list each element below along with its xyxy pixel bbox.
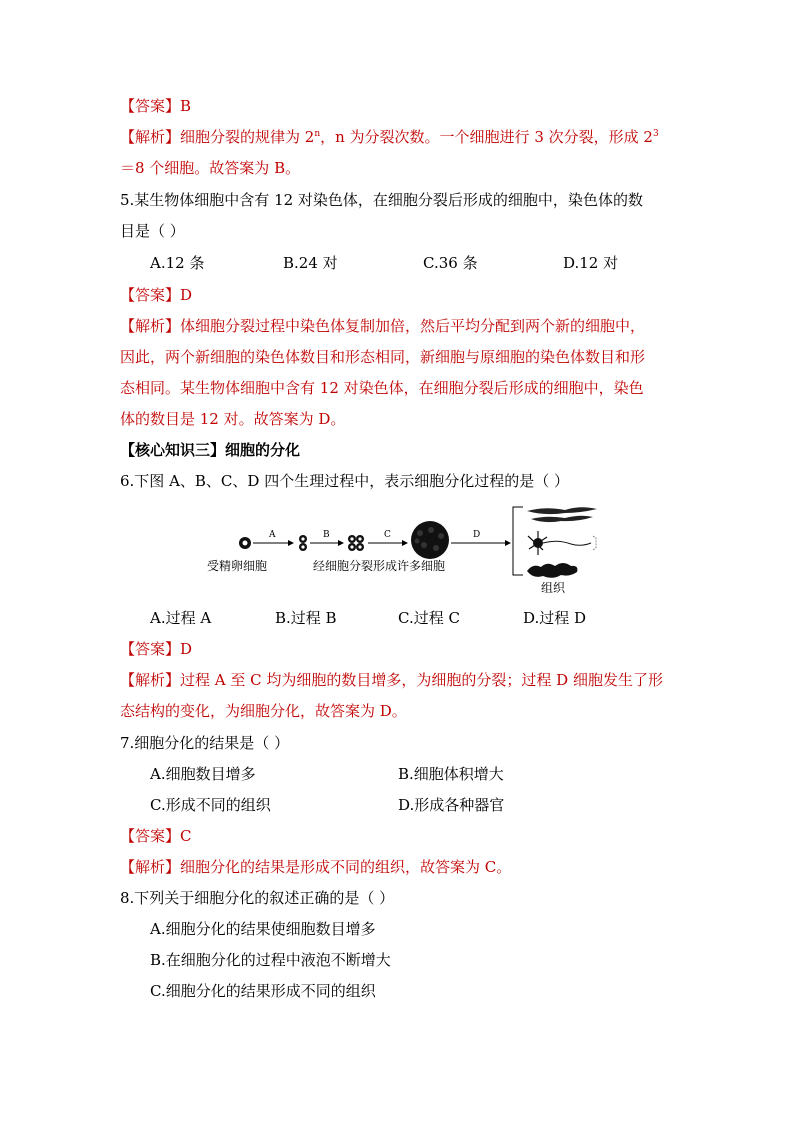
- analysis-text: 细胞分化的结果是形成不同的组织，故答案为 C。: [180, 858, 512, 876]
- answer-tag: 【答案】: [120, 827, 181, 845]
- q5-option-d: D.12 对: [563, 254, 619, 272]
- q6-stem: 6.下图 A、B、C、D 四个生理过程中，表示细胞分化过程的是（ ）: [120, 472, 569, 490]
- q5-stem-line2: 目是（ ）: [120, 222, 185, 240]
- step-label-b: B: [323, 530, 330, 540]
- q8-option-b: B.在细胞分化的过程中液泡不断增大: [150, 951, 391, 969]
- analysis-text: 细胞分裂的规律为 2$^n$，n 为分裂次数。一个细胞进行 3 次分裂，形成 $2^3$: [180, 128, 659, 146]
- answer-tag: 【答案】: [120, 97, 181, 115]
- q5-analysis-line1: [120, 316, 645, 336]
- q6-option-d: D.过程 D: [523, 609, 587, 627]
- nerve-cell: [528, 531, 596, 555]
- q6-answer: [120, 639, 192, 659]
- analysis-text: 体细胞分裂过程中染色体复制加倍，然后平均分配到两个新的细胞中，: [180, 317, 646, 335]
- q7-option-d: D.形成各种器官: [398, 796, 505, 814]
- q5-option-b: B.24 对: [283, 254, 338, 272]
- q8-option-c: C.细胞分化的结果形成不同的组织: [150, 982, 376, 1000]
- q5-answer: [120, 285, 192, 305]
- analysis-tag: 【解析】: [120, 317, 181, 335]
- q4-analysis-line1: [120, 127, 659, 147]
- q4-analysis-line2: ＝8 个细胞。故答案为 B。: [120, 159, 301, 177]
- answer-value: B: [180, 97, 192, 115]
- q6-analysis-line2: 态结构的变化，为细胞分化，故答案为 D。: [120, 702, 407, 720]
- q6-option-b: B.过程 B: [275, 609, 337, 627]
- two-cells: [299, 535, 307, 551]
- q7-answer: [120, 826, 192, 846]
- step-label-c: C: [384, 530, 391, 540]
- q5-option-c: C.36 条: [423, 254, 478, 272]
- muscle-tissue: [527, 507, 597, 522]
- q8-stem: 8.下列关于细胞分化的叙述正确的是（ ）: [120, 889, 395, 907]
- q7-option-c: C.形成不同的组织: [150, 796, 271, 814]
- q7-analysis: [120, 857, 511, 877]
- q7-option-a: A.细胞数目增多: [150, 765, 256, 783]
- section-title: 细胞的分化: [225, 441, 301, 459]
- answer-tag: 【答案】: [120, 286, 181, 304]
- answer-tag: 【答案】: [120, 640, 181, 658]
- label-fertilized-egg: 受精卵细胞: [207, 559, 268, 573]
- q5-analysis-line2: 因此，两个新细胞的染色体数目和形态相同，新细胞与原细胞的染色体数目和形: [120, 348, 646, 366]
- cell-differentiation-diagram: [205, 503, 605, 597]
- answer-value: D: [180, 286, 193, 304]
- four-cells: [348, 535, 364, 551]
- q6-option-a: A.过程 A: [150, 609, 212, 627]
- answer-value: C: [180, 827, 192, 845]
- q6-analysis-line1: [120, 670, 663, 690]
- q7-option-b: B.细胞体积增大: [398, 765, 504, 783]
- analysis-tag: 【解析】: [120, 128, 181, 146]
- connective-tissue: [527, 563, 577, 578]
- label-tissue: 组织: [541, 581, 566, 595]
- analysis-tag: 【解析】: [120, 671, 181, 689]
- answer-value: D: [180, 640, 193, 658]
- section-tag: 【核心知识三】: [120, 441, 226, 459]
- q8-option-a: A.细胞分化的结果使细胞数目增多: [150, 920, 376, 938]
- q5-option-a: A.12 条: [150, 254, 205, 272]
- step-label-d: D: [473, 530, 481, 540]
- q5-analysis-line3: 态相同。某生物体细胞中含有 12 对染色体，在细胞分裂后形成的细胞中，染色: [120, 379, 644, 397]
- tissue-bracket: [513, 507, 523, 575]
- cell-cluster: [411, 521, 449, 559]
- analysis-tag: 【解析】: [120, 858, 181, 876]
- q7-stem: 7.细胞分化的结果是（ ）: [120, 734, 290, 752]
- q6-option-c: C.过程 C: [398, 609, 460, 627]
- analysis-text: 过程 A 至 C 均为细胞的数目增多，为细胞的分裂；过程 D 细胞发生了形: [180, 671, 663, 689]
- step-label-a: A: [269, 530, 276, 540]
- q5-stem-line1: 5.某生物体细胞中含有 12 对染色体，在细胞分裂后形成的细胞中，染色体的数: [120, 191, 643, 209]
- fertilized-egg-cell: [239, 537, 251, 549]
- section-heading: [120, 440, 300, 460]
- q5-analysis-line4: 体的数目是 12 对。故答案为 D。: [120, 410, 346, 428]
- label-cell-division: 经细胞分裂形成许多细胞: [313, 559, 446, 573]
- q4-answer: [120, 96, 191, 116]
